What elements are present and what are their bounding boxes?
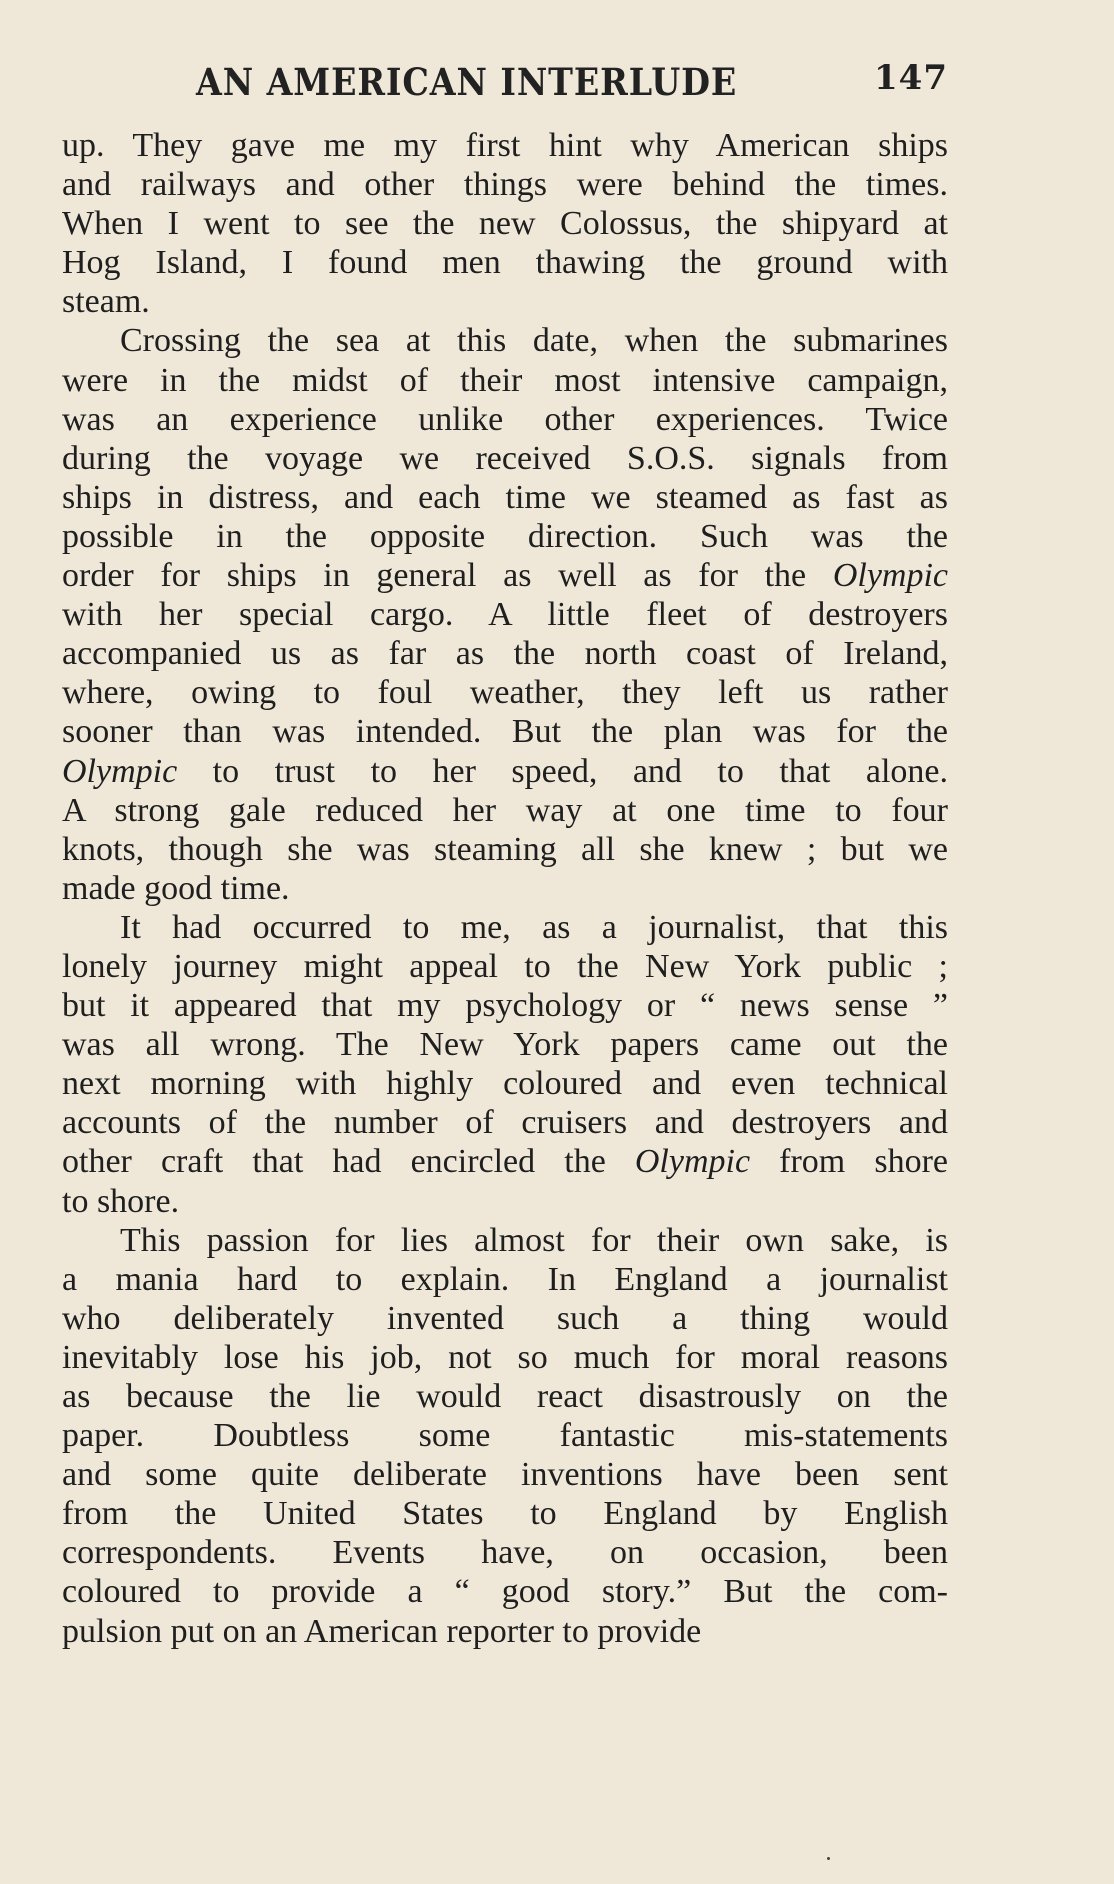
italic-ship-name: Olympic (832, 557, 948, 595)
text-line (62, 947, 948, 986)
text-line (62, 1572, 948, 1611)
text-run: order for ships in general as well as for the (62, 557, 833, 595)
text-line (62, 1455, 948, 1494)
text-run: and railways and other things were behind the times. (62, 166, 948, 204)
text-run: next morning with highly coloured and even technical (62, 1065, 948, 1103)
text-line (62, 204, 948, 243)
text-run: Crossing the sea at this date, when the submarines (120, 322, 948, 360)
text-line (62, 830, 948, 869)
text-run: but it appeared that my psychology or “ news sense ” (62, 987, 948, 1025)
text-run: was all wrong. The New York papers came out the (62, 1026, 948, 1064)
text-line (62, 986, 948, 1025)
text-line (62, 1221, 948, 1260)
text-run: as because the lie would react disastrously on the (62, 1378, 948, 1415)
text-line (62, 1142, 948, 1181)
text-line (62, 1182, 948, 1221)
text-line (62, 478, 948, 517)
text-run: This passion for lies almost for their own sake, is (120, 1221, 948, 1259)
text-line (62, 1533, 948, 1572)
paragraph (62, 126, 948, 321)
page-number: 147 (874, 58, 948, 98)
text-run: with her special cargo. A little fleet of destroyers (62, 596, 948, 634)
text-line (62, 712, 948, 751)
text-run: to trust to her speed, and to that alone. (177, 752, 948, 790)
text-line (62, 321, 948, 360)
text-line (62, 791, 948, 830)
text-run: Hog Island, I found men thawing the ground with (62, 244, 948, 282)
text-run: were in the midst of their most intensive campaign, (62, 361, 948, 399)
paragraph (62, 908, 948, 1221)
text-line (62, 752, 948, 791)
text-line (62, 243, 948, 282)
text-line (62, 1612, 948, 1651)
text-run: inevitably lose his job, not so much for moral reasons (62, 1338, 948, 1376)
text-line (62, 556, 948, 595)
text-run: paper. Doubtless some fantastic mis-statements (62, 1417, 948, 1455)
text-run: steam. (62, 283, 150, 321)
text-run: knots, though she was steaming all she knew ; but we (62, 830, 948, 868)
text-run: from the United States to England by English (62, 1495, 948, 1533)
text-line (62, 1416, 948, 1455)
text-run: sooner than was intended. But the plan was for the (62, 713, 948, 751)
text-run: correspondents. Events have, on occasion, been (62, 1534, 948, 1572)
text-run: coloured to provide a “ good story.” But the com- (62, 1573, 948, 1611)
text-line (62, 1338, 948, 1377)
text-line (62, 869, 948, 908)
text-run: other craft that had encircled the (62, 1143, 635, 1181)
text-line (62, 1064, 948, 1103)
italic-ship-name: Olympic (634, 1143, 751, 1181)
text-line (62, 126, 948, 165)
text-run: It had occurred to me, as a journalist, that this (120, 908, 948, 946)
text-run: A strong gale reduced her way at one time to four (62, 791, 948, 829)
text-run: where, owing to foul weather, they left us rather (62, 674, 948, 712)
running-head (196, 52, 948, 102)
text-line (62, 1377, 948, 1416)
text-run: accounts of the number of cruisers and destroyers and (62, 1104, 948, 1142)
text-line (62, 595, 948, 634)
text-run: ships in distress, and each time we steamed as fast as (62, 478, 948, 516)
text-run: pulsion put on an American reporter to provide (62, 1612, 702, 1650)
text-run: was an experience unlike other experiences. Twice (62, 400, 948, 438)
text-line (62, 673, 948, 712)
running-title: AN AMERICAN INTERLUDE (196, 60, 738, 104)
text-line (62, 282, 948, 321)
text-run: accompanied us as far as the north coast of Ireland, (62, 635, 948, 673)
text-line (62, 908, 948, 947)
text-line (62, 517, 948, 556)
paragraph (62, 321, 948, 907)
text-line (62, 1025, 948, 1064)
text-run: a mania hard to explain. In England a journalist (62, 1260, 948, 1298)
text-line (62, 1299, 948, 1338)
body-text (62, 126, 948, 1651)
text-run: and some quite deliberate inventions have been sent (62, 1456, 948, 1494)
text-run: from shore (750, 1143, 948, 1181)
text-run: lonely journey might appeal to the New York public ; (62, 947, 948, 985)
text-run: When I went to see the new Colossus, the shipyard at (62, 205, 948, 243)
text-run: to shore. (62, 1182, 180, 1220)
text-line (62, 1494, 948, 1533)
text-line (62, 1260, 948, 1299)
text-line (62, 165, 948, 204)
text-line (62, 400, 948, 439)
text-line (62, 439, 948, 478)
text-run: during the voyage we received S.O.S. signals from (62, 439, 948, 477)
italic-ship-name: Olympic (62, 752, 178, 790)
page-speck (827, 1857, 830, 1860)
paragraph (62, 1221, 948, 1651)
text-line (62, 361, 948, 400)
text-line (62, 634, 948, 673)
text-run: who deliberately invented such a thing would (62, 1299, 948, 1337)
text-line (62, 1103, 948, 1142)
text-run: up. They gave me my first hint why American ships (62, 127, 948, 164)
text-run: made good time. (62, 869, 290, 907)
text-run: possible in the opposite direction. Such was the (62, 517, 948, 555)
